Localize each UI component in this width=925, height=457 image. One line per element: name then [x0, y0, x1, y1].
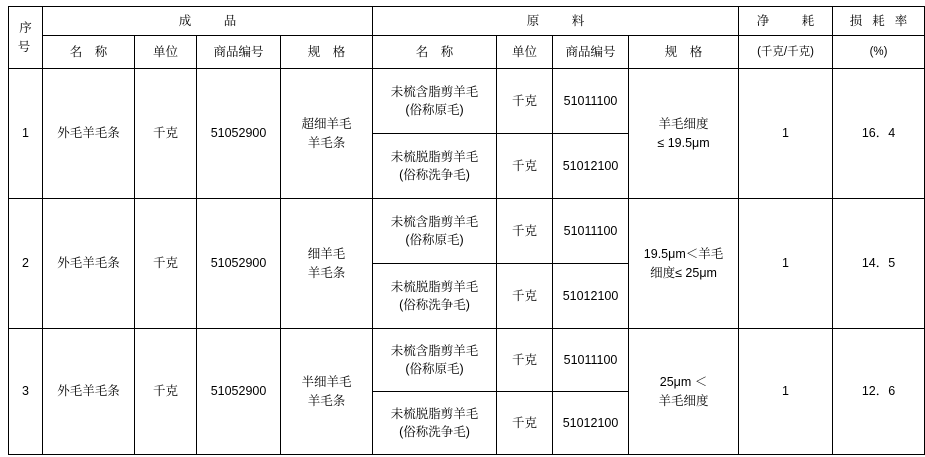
row-product-spec-line1: 半细羊毛: [301, 375, 352, 390]
header-product-spec: 规 格: [281, 36, 373, 69]
row-material-unit: 千克: [497, 264, 553, 329]
row-product-name: 外毛羊毛条: [43, 199, 135, 329]
row-product-name: 外毛羊毛条: [43, 69, 135, 199]
header-product-code: 商品编号: [197, 36, 281, 69]
row-material-spec-line1: 25μm ＜: [659, 375, 708, 390]
header-material-unit: 单位: [497, 36, 553, 69]
row-material-spec-line1: 羊毛细度: [658, 117, 709, 132]
row-material-code: 51012100: [553, 392, 629, 455]
header-material-spec: 规 格: [629, 36, 739, 69]
row-material-code: 51011100: [553, 69, 629, 134]
row-material-spec-line2: 细度≤ 25μm: [650, 265, 717, 280]
row-material-name: [373, 264, 497, 329]
row-material-name-line1: 未梳脱脂剪羊毛: [390, 406, 479, 421]
row-material-unit: 千克: [497, 329, 553, 392]
row-material-unit: 千克: [497, 134, 553, 199]
row-material-unit: 千克: [497, 199, 553, 264]
row-product-unit: 千克: [135, 199, 197, 329]
table-row: [9, 199, 925, 264]
row-material-spec: [629, 199, 739, 329]
row-product-unit: 千克: [135, 69, 197, 199]
row-product-spec: [281, 69, 373, 199]
row-material-spec-line2: ≤ 19.5μm: [657, 135, 710, 150]
consumption-spec-table: [8, 6, 925, 455]
row-material-name: [373, 134, 497, 199]
header-material-group: 原 料: [373, 7, 739, 36]
row-material-name: [373, 329, 497, 392]
row-material-code: 51011100: [553, 329, 629, 392]
row-material-unit: 千克: [497, 69, 553, 134]
row-product-code: 51052900: [197, 329, 281, 455]
row-material-code: 51012100: [553, 134, 629, 199]
row-product-spec-line2: 羊毛条: [307, 265, 346, 280]
row-material-name-line1: 未梳脱脂剪羊毛: [390, 149, 479, 164]
row-seq: 3: [9, 329, 43, 455]
table-header-row-sub: [9, 36, 925, 69]
row-net-consumption: 1: [739, 199, 833, 329]
header-material-code: 商品编号: [553, 36, 629, 69]
row-net-consumption: 1: [739, 69, 833, 199]
row-product-spec: [281, 199, 373, 329]
row-product-spec-line2: 羊毛条: [307, 135, 346, 150]
header-loss-rate: 损耗率: [833, 7, 925, 36]
header-net-consumption-unit: (千克/千克): [739, 36, 833, 69]
header-product-name: 名 称: [43, 36, 135, 69]
header-material-name: 名 称: [373, 36, 497, 69]
row-seq: 1: [9, 69, 43, 199]
row-material-name: [373, 69, 497, 134]
table-header-row-top: [9, 7, 925, 36]
table-row: [9, 329, 925, 392]
row-material-name-line2: (俗称原毛): [405, 362, 464, 376]
row-product-spec-line1: 超细羊毛: [301, 117, 352, 132]
row-material-name-line2: (俗称洗争毛): [399, 168, 470, 182]
row-material-name-line1: 未梳含脂剪羊毛: [390, 84, 479, 99]
header-finished-group: 成 品: [43, 7, 373, 36]
row-material-spec-line1: 19.5μm＜羊毛: [643, 247, 724, 262]
row-material-code: 51012100: [553, 264, 629, 329]
row-net-consumption: 1: [739, 329, 833, 455]
table-row: [9, 69, 925, 134]
row-material-spec: [629, 329, 739, 455]
row-loss-rate: 16．4: [833, 69, 925, 199]
row-material-name-line1: 未梳含脂剪羊毛: [390, 343, 479, 358]
row-product-spec-line2: 羊毛条: [307, 393, 346, 408]
row-material-name-line1: 未梳含脂剪羊毛: [390, 214, 479, 229]
header-net-consumption: 净 耗: [739, 7, 833, 36]
row-product-code: 51052900: [197, 199, 281, 329]
row-material-name-line2: (俗称原毛): [405, 103, 464, 117]
row-material-name-line2: (俗称原毛): [405, 233, 464, 247]
header-seq: 序号: [9, 7, 43, 69]
row-loss-rate: 14．5: [833, 199, 925, 329]
row-product-spec: [281, 329, 373, 455]
row-material-name: [373, 199, 497, 264]
row-product-spec-line1: 细羊毛: [307, 247, 346, 262]
row-product-name: 外毛羊毛条: [43, 329, 135, 455]
row-product-unit: 千克: [135, 329, 197, 455]
header-loss-rate-unit: (%): [833, 36, 925, 69]
row-material-code: 51011100: [553, 199, 629, 264]
header-product-unit: 单位: [135, 36, 197, 69]
row-material-name-line2: (俗称洗争毛): [399, 298, 470, 312]
row-seq: 2: [9, 199, 43, 329]
row-material-spec-line2: 羊毛细度: [658, 393, 709, 408]
row-material-spec: [629, 69, 739, 199]
row-material-unit: 千克: [497, 392, 553, 455]
row-product-code: 51052900: [197, 69, 281, 199]
row-material-name-line2: (俗称洗争毛): [399, 425, 470, 439]
row-material-name-line1: 未梳脱脂剪羊毛: [390, 279, 479, 294]
row-loss-rate: 12．6: [833, 329, 925, 455]
row-material-name: [373, 392, 497, 455]
